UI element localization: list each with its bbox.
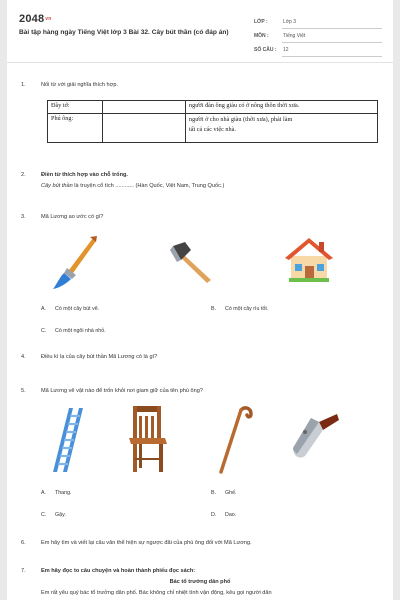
ladder-icon bbox=[49, 406, 85, 474]
meta-row-count: SỐ CÂU : 12 bbox=[254, 43, 382, 57]
cane-icon bbox=[215, 404, 255, 474]
worksheet-page: 2048vn Bài tập hàng ngày Tiếng Việt lớp 3 Bài 32. Cây bút thần (có đáp án) LỚP : Lớp 3 MÔN : Tiếng Việt SỐ CÂU : 12 1. Nối từ với giải nghĩa thích hợp. Đầy tớ: người đàn ông giàu có ở nông thôn thời xưa. Phú ông: người ở cho nhà giàu (thời xưa), phải làm tất cả các việc nhà. 2. Điền từ thích hợp vào chỗ trống. Cây bút thần là truyện cổ tích ............ (Hàn Quốc, Việt Nam, Trung Quốc.) 3. Mã Lương ao ước có gì? A. Có một cây bút vẽ. B. Có một cây rìu tốt. C. Có một ngôi nhà nhỏ. 4. Điều kì lạ của cây bút thần Mã Lương có là gì? 5. Mã Lương vẽ vật nào để trốn khỏi nơi giam giữ của tên phú ông? A. Thang. B. Ghế. C. Gậy. D. Dao. 6. Em hãy tìm và viết lại câu văn thể hiện sự ngược đãi của phú ông đối với Mã Lương. 7. Em hãy đọc to câu chuyện và hoàn thành phiếu đọc sách: Bác tổ trưởng dân phố Em rất yêu quý bác tổ trưởng dân phố. Bác không chỉ nhiệt tình vận động, kêu gọi người dân bbox=[7, 0, 393, 600]
header bbox=[7, 0, 393, 63]
chair-icon bbox=[125, 404, 169, 474]
meaning-cell: người đàn ông giàu có ở nông thôn thời xưa. bbox=[186, 101, 378, 114]
option-b[interactable]: B. Ghế. bbox=[211, 490, 237, 496]
cleaver-icon bbox=[289, 412, 341, 464]
word-cell: Phú ông: bbox=[48, 114, 103, 143]
site-logo[interactable]: 2048vn bbox=[19, 13, 52, 25]
axe-icon bbox=[169, 240, 213, 284]
meta-row-subject: MÔN : Tiếng Việt bbox=[254, 29, 382, 43]
empty-cell bbox=[103, 101, 186, 114]
meta-row-class: LỚP : Lớp 3 bbox=[254, 15, 382, 29]
house-icon bbox=[283, 236, 335, 284]
meaning-cell: người ở cho nhà giàu (thời xưa), phải làm tất cả các việc nhà. bbox=[186, 114, 378, 143]
option-c[interactable]: C. Có một ngôi nhà nhỏ. bbox=[41, 328, 106, 334]
option-d[interactable]: D. Dao. bbox=[211, 512, 237, 518]
paintbrush-icon bbox=[49, 234, 99, 292]
word-cell: Đầy tớ: bbox=[48, 101, 103, 114]
story-text: Em rất yêu quý bác tổ trưởng dân phố. Bác không chỉ nhiệt tình vận động, kêu gọi người dân bbox=[41, 590, 272, 596]
story-title: Bác tổ trưởng dân phố bbox=[169, 579, 231, 585]
option-c[interactable]: C. Gậy. bbox=[41, 512, 66, 518]
meta-info bbox=[254, 15, 382, 57]
option-b[interactable]: B. Có một cây rìu tốt. bbox=[211, 306, 269, 312]
option-a[interactable]: A. Có một cây bút vẽ. bbox=[41, 306, 100, 312]
document-title: Bài tập hàng ngày Tiếng Việt lớp 3 Bài 32. Cây bút thần (có đáp án) bbox=[19, 29, 229, 36]
option-a[interactable]: A. Thang. bbox=[41, 490, 72, 496]
empty-cell bbox=[103, 114, 186, 143]
question-2-sentence: Cây bút thần là truyện cổ tích ............ (Hàn Quốc, Việt Nam, Trung Quốc.) bbox=[41, 183, 225, 189]
matching-table bbox=[47, 100, 378, 143]
